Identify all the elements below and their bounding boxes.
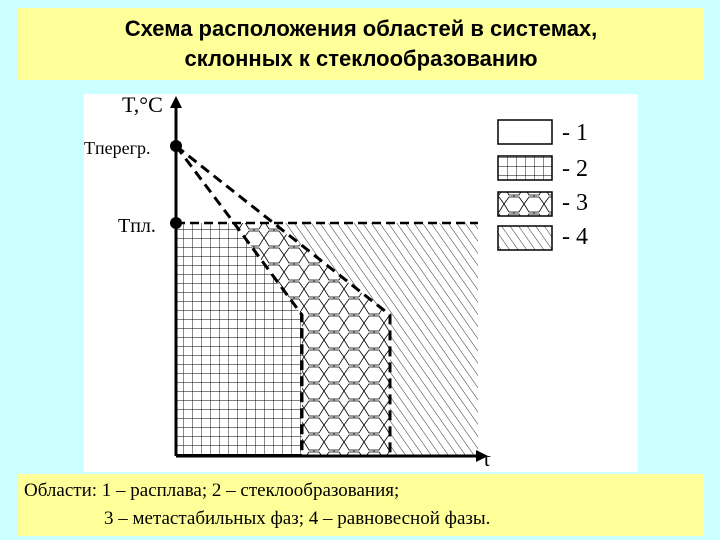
legend-swatch-3 [498,192,552,216]
legend-swatch-2 [498,156,552,180]
legend-label-3: - 3 [562,190,588,216]
caption-line-1: Области: 1 – расплава; 2 – стеклообразования; [24,480,400,501]
legend-swatch-4 [498,226,552,250]
y-axis-label: T,°C [122,94,163,117]
legend-label-4: - 4 [562,224,588,250]
t-melt-label: Tпл. [118,215,156,237]
x-axis-label: τ [482,446,491,471]
legend-label-2: - 2 [562,156,588,182]
legend [498,120,588,250]
title-line-2: склонных к стеклообразованию [184,46,538,71]
t-melt-dot [170,217,182,229]
caption-banner [18,474,704,536]
t-overheat-label: Tперегр. [84,138,151,158]
legend-swatch-1 [498,120,552,144]
phase-diagram [84,94,638,472]
y-axis-arrow [170,96,182,108]
title-line-1: Схема расположения областей в системах, [124,16,598,41]
legend-label-1: - 1 [562,120,588,146]
t-overheat-dot [170,140,182,152]
title-banner [18,8,704,80]
caption-line-2: 3 – метастабильных фаз; 4 – равновесной фазы. [104,508,491,529]
